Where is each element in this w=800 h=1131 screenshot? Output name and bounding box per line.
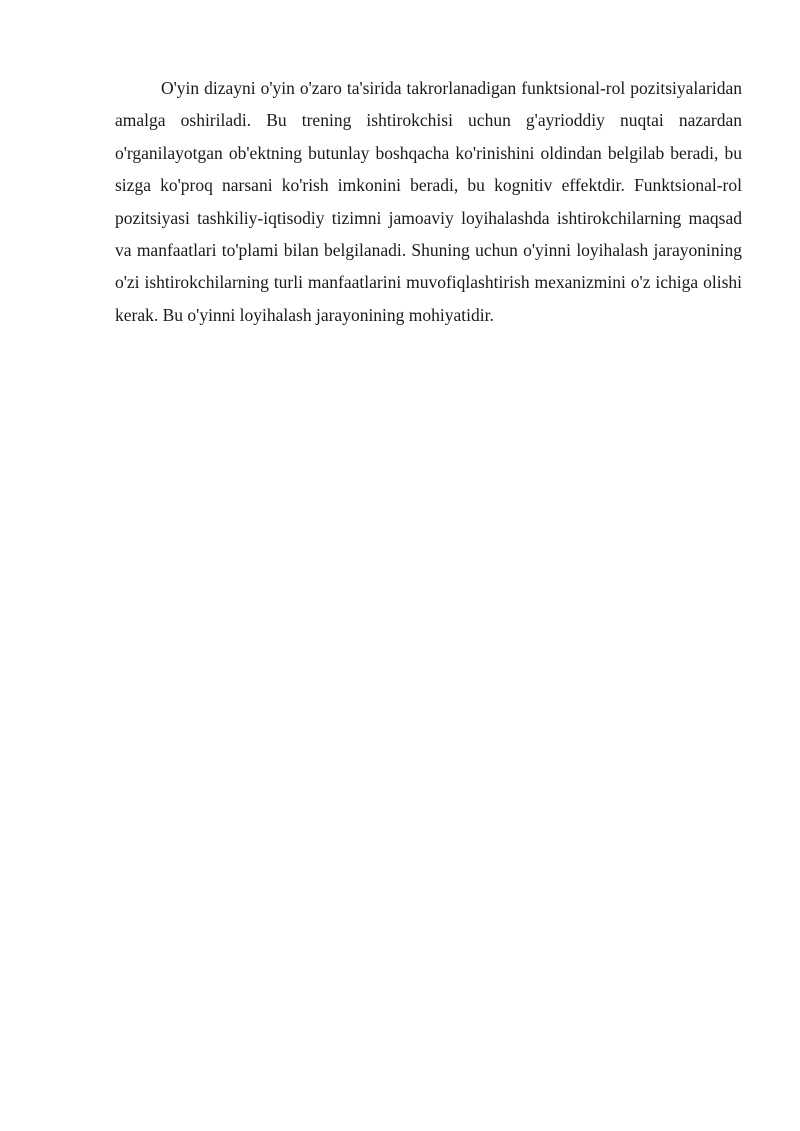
document-body	[115, 72, 742, 331]
body-paragraph: O'yin dizayni o'yin o'zaro ta'sirida takrorlanadigan funktsional-rol pozitsiyalaridan amalga oshiriladi. Bu trening ishtirokchisi uchun g'ayrioddiy nuqtai nazardan o'rganilayotgan ob'ektning butunlay boshqacha ko'rinishini oldindan belgilab beradi, bu sizga ko'proq narsani ko'rish imkonini beradi, bu kognitiv effektdir. Funktsional-rol pozitsiyasi tashkiliy-iqtisodiy tizimni jamoaviy loyihalashda ishtirokchilarning maqsad va manfaatlari to'plami bilan belgilanadi. Shuning uchun o'yinni loyihalash jarayonining o'zi ishtirokchilarning turli manfaatlarini muvofiqlashtirish mexanizmini o'z ichiga olishi kerak. Bu o'yinni loyihalash jarayonining mohiyatidir.	[115, 78, 742, 325]
